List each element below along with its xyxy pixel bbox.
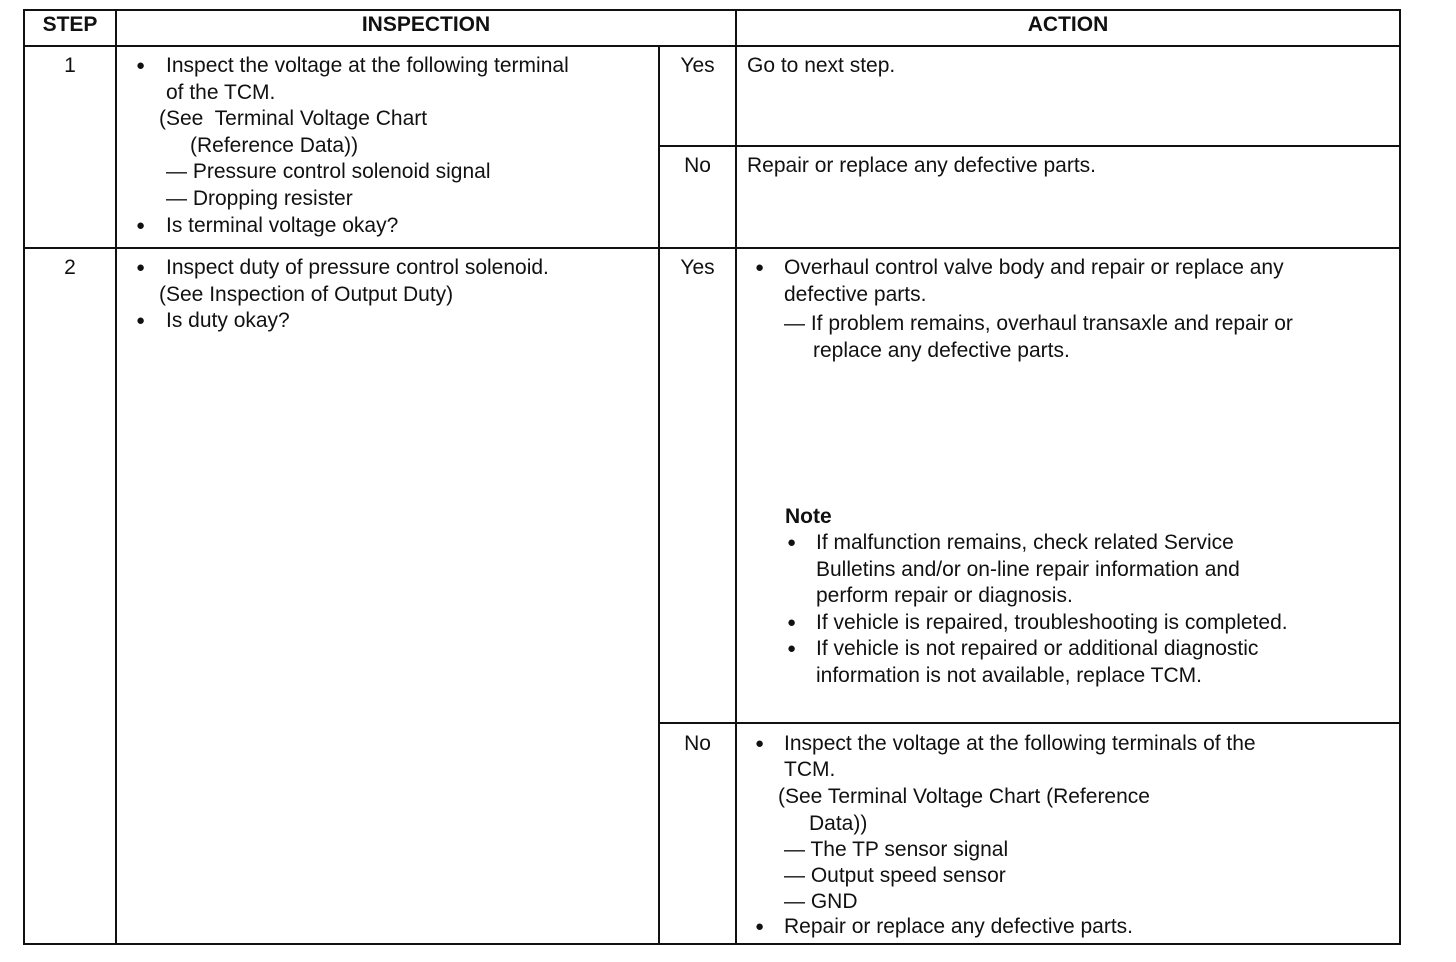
bullet-icon: ● [787, 640, 797, 658]
action-sub-item: — GND [784, 890, 858, 914]
header-step: STEP [42, 13, 98, 36]
action-text: TCM. [784, 758, 836, 782]
row2-yes-no-divider [659, 722, 1401, 724]
table-border-bottom [23, 943, 1401, 945]
action-sub-item: replace any defective parts. [813, 338, 1070, 362]
bullet-icon: ● [136, 216, 146, 234]
bullet-icon: ● [755, 259, 765, 276]
note-text: perform repair or diagnosis. [816, 584, 1073, 608]
note-text: If vehicle is repaired, troubleshooting is completed. [816, 610, 1288, 634]
bullet-icon: ● [787, 534, 797, 551]
table-border-right [1399, 9, 1401, 945]
table-border-top [23, 9, 1401, 11]
inspection-sub-item: — Dropping resister [166, 187, 353, 210]
action-sub-item: — The TP sensor signal [784, 837, 1009, 861]
answer-action-divider [735, 9, 737, 945]
action-sub-item: — Output speed sensor [784, 864, 1006, 887]
inspection-question: Is terminal voltage okay? [166, 213, 399, 237]
note-text: information is not available, replace TCM. [816, 664, 1202, 687]
row-divider [23, 247, 1401, 249]
action-reference: Data)) [809, 811, 868, 835]
inspection-question: Is duty okay? [166, 309, 290, 333]
table-border-left [23, 9, 25, 945]
action-text: Repair or replace any defective parts. [784, 915, 1134, 939]
answer-no: No [684, 732, 711, 755]
header-divider [23, 45, 1401, 47]
inspection-sub-item: — Pressure control solenoid signal [166, 160, 491, 184]
answer-yes: Yes [680, 256, 715, 279]
action-text: defective parts. [784, 282, 927, 306]
action-sub-item: — If problem remains, overhaul transaxle and repair or [784, 312, 1293, 335]
bullet-icon: ● [755, 918, 765, 936]
inspection-text: Inspect the voltage at the following terminal [166, 54, 569, 77]
inspection-text: of the TCM. [166, 80, 276, 104]
note-text: If malfunction remains, check related Service [816, 531, 1234, 554]
inspection-answer-divider [658, 45, 660, 945]
inspection-reference: (See Inspection of Output Duty) [159, 282, 454, 306]
row1-yes-no-divider [659, 145, 1401, 147]
step-number: 1 [64, 54, 76, 77]
bullet-icon: ● [136, 57, 146, 74]
bullet-icon: ● [136, 259, 146, 276]
inspection-reference: (See Terminal Voltage Chart [159, 107, 428, 131]
action-text: Go to next step. [747, 54, 896, 77]
action-text: Repair or replace any defective parts. [747, 154, 1097, 177]
inspection-text: Inspect duty of pressure control solenoid. [166, 256, 549, 279]
note-text: If vehicle is not repaired or additional diagnostic [816, 637, 1259, 661]
header-inspection: INSPECTION [361, 13, 491, 36]
note-title: Note [785, 505, 832, 528]
header-action: ACTION [1027, 13, 1109, 36]
answer-no: No [684, 154, 711, 177]
answer-yes: Yes [680, 54, 715, 77]
bullet-icon: ● [755, 735, 765, 752]
step-column-divider [115, 9, 117, 945]
note-text: Bulletins and/or on-line repair information and [816, 557, 1240, 581]
bullet-icon: ● [787, 613, 797, 631]
action-text: Inspect the voltage at the following terminals of the [784, 732, 1256, 755]
action-text: Overhaul control valve body and repair or replace any [784, 256, 1284, 279]
action-reference: (See Terminal Voltage Chart (Reference [778, 785, 1150, 809]
inspection-reference: (Reference Data)) [190, 133, 359, 157]
bullet-icon: ● [136, 312, 146, 330]
step-number: 2 [64, 256, 76, 279]
